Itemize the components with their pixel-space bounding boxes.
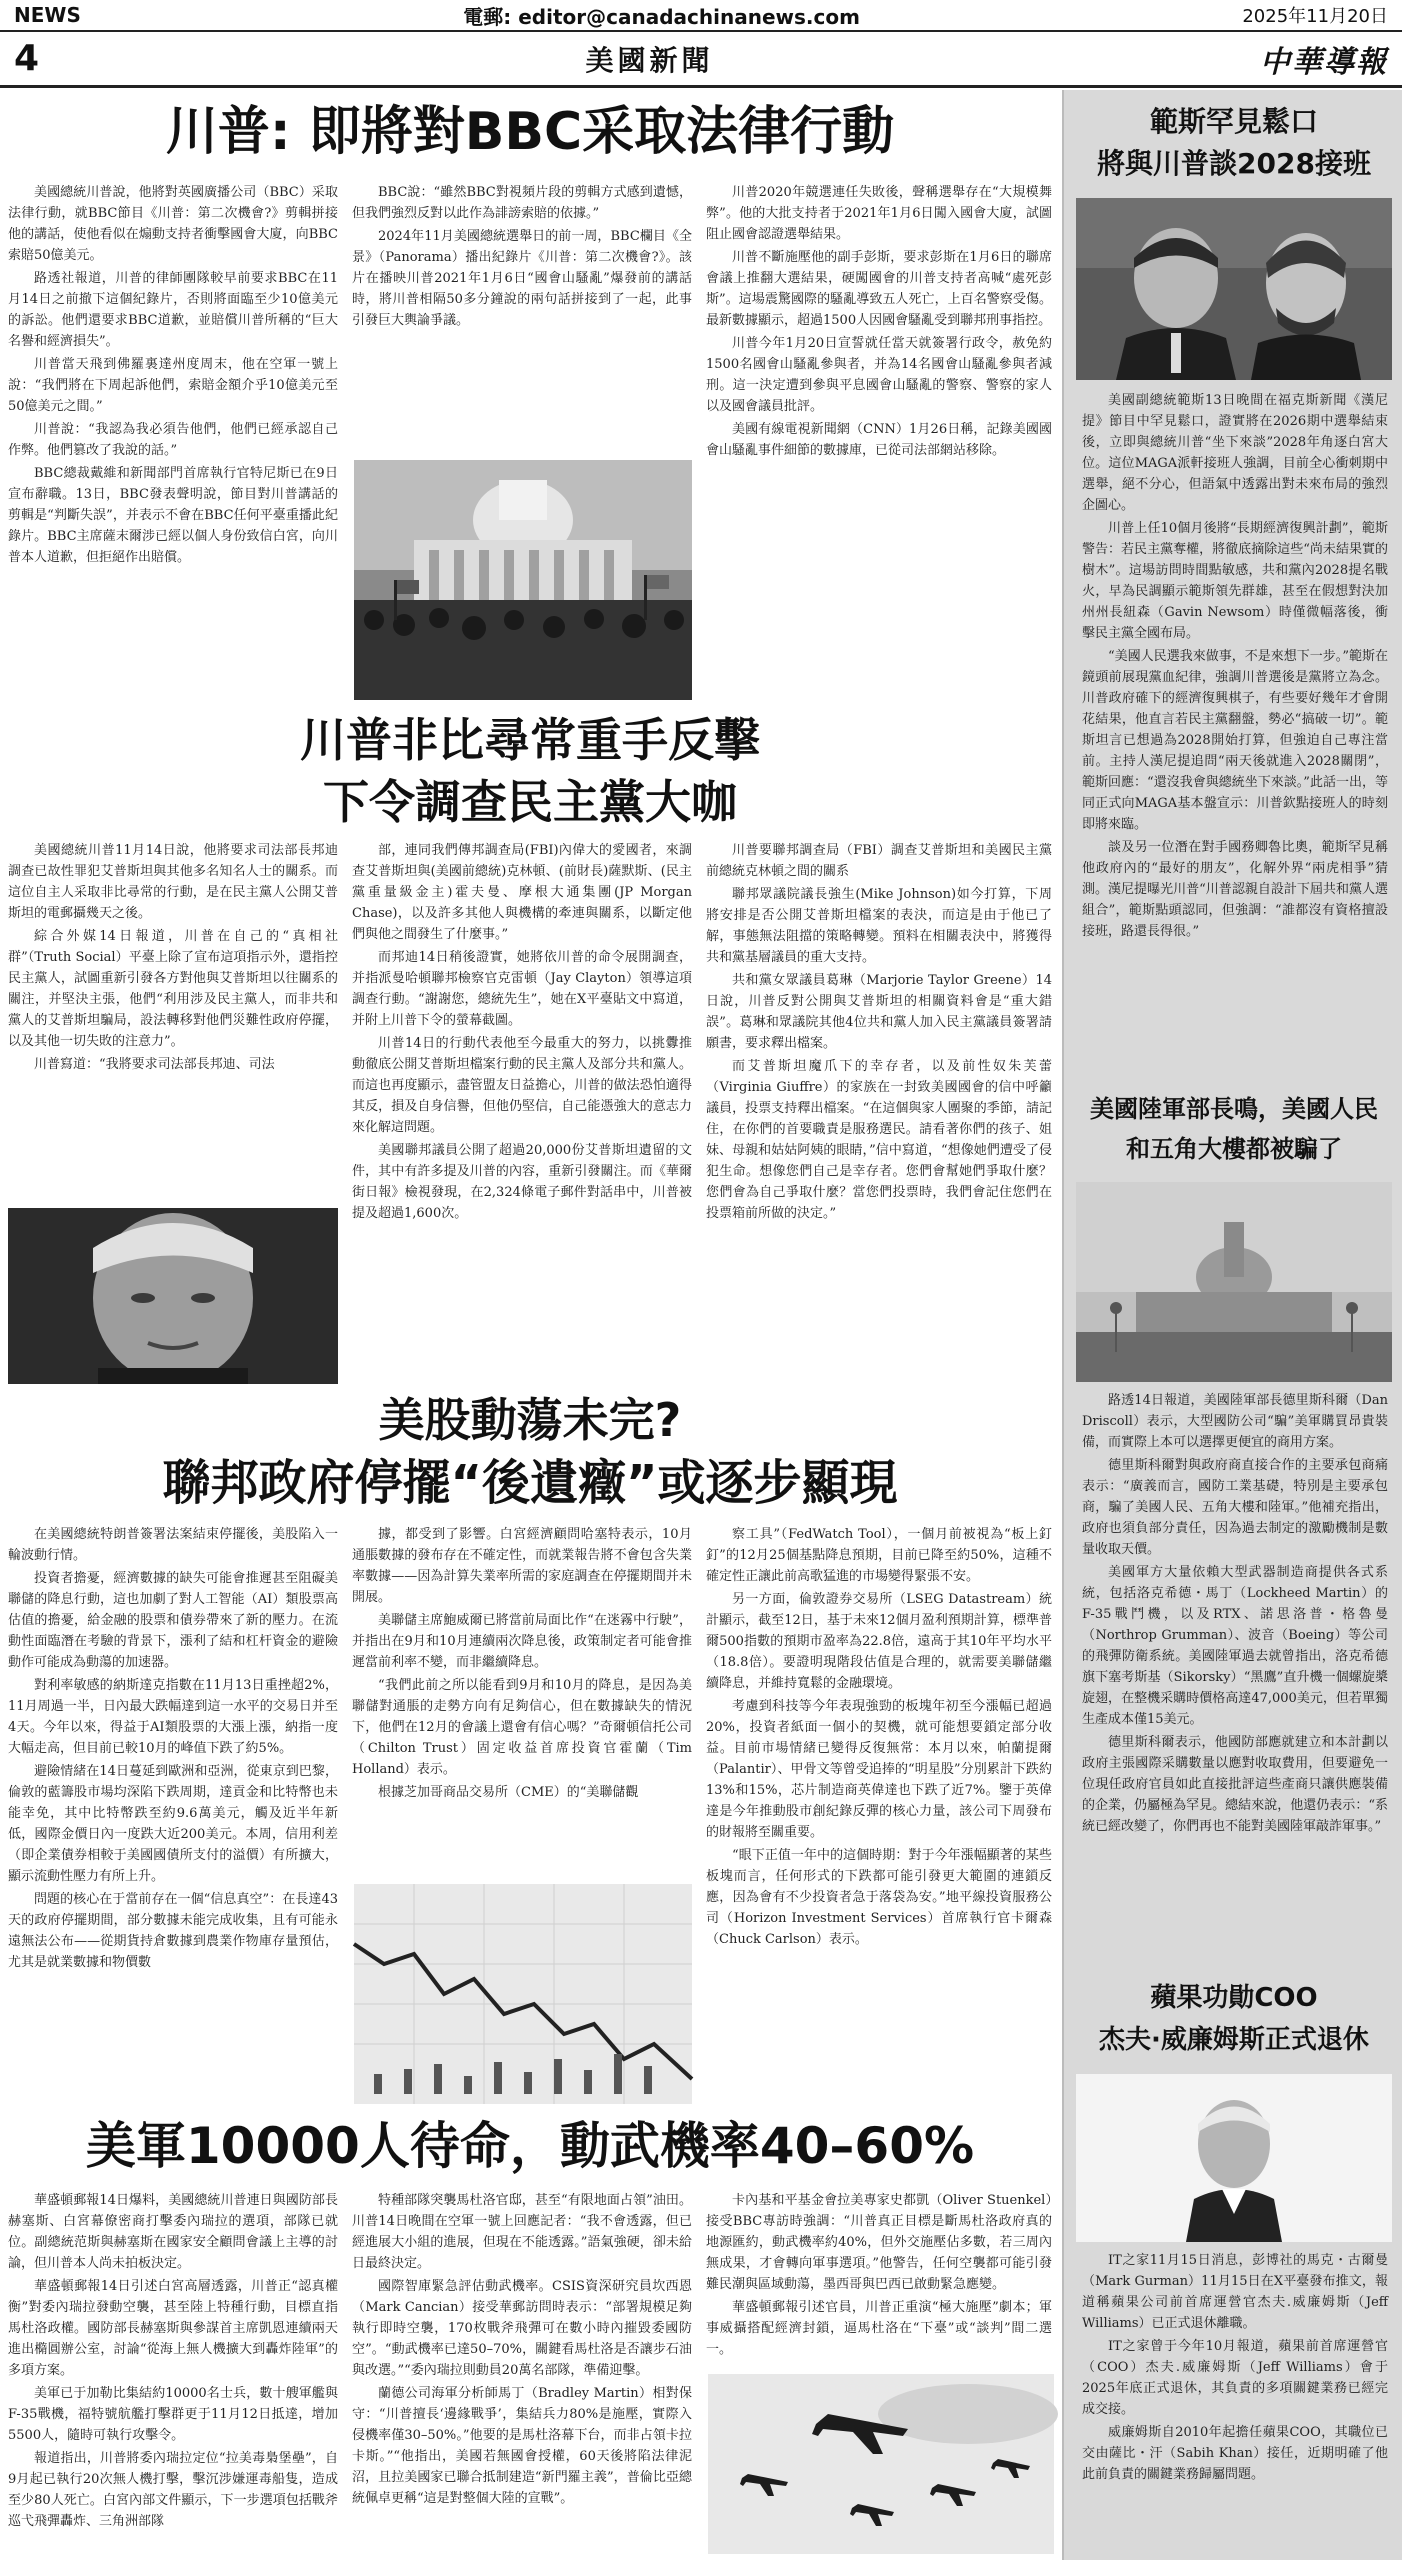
paragraph: 對利率敏感的納斯達克指數在11月13日重挫超2%，11月周過一半，日內最大跌幅達到這一水平的交易日并至4天。今年以來，得益于AI類股票的大漲上漲，納指一度大幅走高，但目前已較10月的峰值下跌了約5%。 <box>8 1678 338 1756</box>
paragraph: 據，都受到了影響。白宮經濟顧問哈塞特表示，10月通脹數據的發布存在不確定性，而就業報告將不會包含失業率數據——因為計算失業率所需的家庭調查在停擺期間并未開展。 <box>352 1527 692 1605</box>
capitol-riot-photo <box>354 460 692 700</box>
article2-title-line2: 下令調查民主黨大咖 <box>323 775 737 829</box>
paragraph: 綜合外媒14日報道，川普在自己的“真相社群”（Truth Social）平臺上除了宣布這項指示外，還指控民主黨人，試圖重新引發各方對他與艾普斯坦以往關系的關注，并堅決主張，他們“利用涉及民主黨人，而非共和黨人的艾普斯坦騙局，設法轉移對他們災難性政府停擺，以及其他一切失敗的注意力”。 <box>8 929 338 1049</box>
sidebar-story3-title-line2: 杰夫·威廉姆斯正式退休 <box>1099 2025 1369 2055</box>
paragraph: 華盛頓郵報14日爆料，美國總統川普連日與國防部長赫塞斯、白宮幕僚密商打擊委內瑞拉的選項，部隊已就位。副總統范斯與赫塞斯在國家安全顧問會議上主導的討論，但川普本人尚未拍板決定。 <box>8 2193 338 2271</box>
paragraph: 根據芝加哥商品交易所（CME）的“美聯儲觀 <box>378 1785 639 1800</box>
sidebar-story2-body <box>1082 1390 1388 2030</box>
article2-title-line1: 川普非比尋常重手反擊 <box>300 713 760 767</box>
paragraph: 川普寫道：“我將要求司法部長邦迪、司法 <box>34 1057 275 1072</box>
paragraph: 華盛頓郵報14日引述白宮高層透露，川普正“認真權衡”對委內瑞拉發動空襲，甚至陸上特種行動，目標直指馬杜洛政權。國防部長赫塞斯與參謀首主席凱恩連續兩天進出橢圓辦公室，討論“從海上無人機擴大到轟炸陸軍”的多項方案。 <box>8 2279 338 2378</box>
paragraph: 共和黨女眾議員葛琳（Marjorie Taylor Greene）14日說，川普反對公開與艾普斯坦的相關資料會是“重大錯誤”。葛琳和眾議院其他4位共和黨人加入民主黨議員簽署請願書，要求釋出檔案。 <box>706 973 1052 1051</box>
sidebar <box>1062 90 1402 2560</box>
page-number: 4 <box>14 38 40 79</box>
fighter-jets-photo <box>708 2374 1054 2554</box>
email-line: 電郵: editor@canadachinanews.com <box>463 4 860 29</box>
paragraph: 美軍已于加勒比集結約10000名士兵，數十艘軍艦與F-35戰機，福特號航艦打擊群更于11月12日抵達，增加5500人，隨時可執行攻擊令。 <box>8 2386 338 2443</box>
paragraph: 避險情緒在14日蔓延到歐洲和亞洲，從東京到巴黎，倫敦的藍籌股市場均深陷下跌周期，達貢金和比特幣也未能幸免，其中比特幣跌至約9.6萬美元，觸及近半年新低，國際金價日內一度跌大近200美元。本周，信用利差（即企業債券相較于美國國債所支付的溢價）有所擴大，顯示流動性壓力有所上升。 <box>8 1764 338 1884</box>
masthead-logo: 中華導報 <box>1259 44 1388 80</box>
paragraph: 2024年11月美國總統選舉日的前一周，BBC欄目《全景》（Panorama）播出紀錄片《川普：第二次機會?》。該片在播映川普2021年1月6日“國會山騷亂”爆發前的講話時，將川普相隔50多分鐘說的兩句話拼接到了一起，此事引發巨大輿論爭議。 <box>352 229 692 328</box>
paragraph: 美國聯邦議員公開了超過20,000份艾普斯坦遺留的文件，其中有許多提及川普的內容，重新引發關注。而《華爾街日報》檢視發現，在2,324條電子郵件對話串中，川普被提及超過1,600次。 <box>352 1143 692 1221</box>
paragraph: 威廉姆斯自2010年起擔任蘋果COO，其職位已交由薩比・汗（Sabih Khan）接任，近期明確了他此前負責的關鍵業務歸屬問題。 <box>1082 2425 1388 2482</box>
article3-title-line2: 聯邦政府停擺“後遺癥”或逐步顯現 <box>162 1455 898 1511</box>
trump-portrait-photo <box>8 1208 338 1384</box>
sidebar-story1-body <box>1082 390 1388 1130</box>
article4-col3 <box>706 2190 1052 2366</box>
page-header <box>0 32 1402 88</box>
section-title: 美國新聞 <box>585 43 714 77</box>
issue-date: 2025年11月20日 <box>1242 6 1388 27</box>
paragraph: 川普當天飛到佛羅裏達州度周末，他在空軍一號上說：“我們將在下周起訴他們，索賠金額介乎10億美元至50億美元之間。” <box>8 357 338 414</box>
article4-title: 美軍10000人待命，動武機率40–60% <box>85 2117 975 2175</box>
vance-photo <box>1076 198 1392 380</box>
paragraph: 問題的核心在于當前存在一個“信息真空”：在長達43天的政府停擺期間，部分數據未能完成收集，且有可能永遠無法公布——從期貨持倉數據到農業作物庫存量預估，尤其是就業數據和物價數 <box>8 1892 338 1970</box>
paragraph: 察工具”（FedWatch Tool），一個月前被視為“板上釘釘”的12月25個基點降息預期，目前已降至約50%，這種不確定性正讓此前高歌猛進的市場變得緊張不安。 <box>706 1527 1052 1584</box>
article1-title: 川普: 即將對BBC采取法律行動 <box>165 102 895 162</box>
paragraph: 而邦迪14日稍後證實，她將依川普的命令展開調查，并指派曼哈頓聯邦檢察官克雷頓（Jay Clayton）領導這項調查行動。“謝謝您，總統先生”，她在X平臺貼文中寫道，并附上川普下令的螢幕截圖。 <box>352 950 692 1028</box>
paragraph: 蘭德公司海軍分析師馬丁（Bradley Martin）相對保守：“川普擅長‘邊緣戰爭’，集結兵力80%是施壓，實際入侵機率僅30–50%。”他要的是馬杜洛幕下台，而非占領卡拉卡斯。”“他指出，美國若無國會授權，60天後將陷法律泥沼，且拉美國家已聯合抵制建造“新門羅主義”，普倫比亞總統佩卓更稱“這是對整個大陸的宣戰”。 <box>352 2386 692 2506</box>
article1-col2 <box>352 182 692 354</box>
paragraph: 部，連同我們傳邦調查局(FBI)內偉大的愛國者，來調查艾普斯坦與(美國前總統)克林頓、(前財長)薩默斯、(民主黨重量級金主)霍夫曼、摩根大通集團(JP Morgan Chase)，以及許多其他人與機構的牽連與關系，以斷定他們與他之間發生了什麼事。” <box>352 843 692 942</box>
article1-col3 <box>706 182 1052 702</box>
article2-col3 <box>706 840 1052 1380</box>
paragraph: 另一方面，倫敦證券交易所（LSEG Datastream）統計顯示，截至12日，基于未來12個月盈利預期計算，標準普爾500指數的預期市盈率為22.8倍，遠高于其10年平均水平（18.8倍）。要證明現階段估值是合理的，就需要美聯儲繼續降息，并維持寬鬆的金融環境。 <box>706 1592 1052 1691</box>
paragraph: 在美國總統特朗普簽署法案結束停擺後，美股陷入一輪波動行情。 <box>8 1527 338 1563</box>
paragraph: 美國總統川普11月14日說，他將要求司法部長邦迪調查已故性罪犯艾普斯坦與其他多名知名人士的關系。而這位自主人采取非比尋常的行動，是在民主黨人公開艾普斯坦的電郵攝幾天之後。 <box>8 843 338 921</box>
capitol-building-photo <box>1076 1182 1392 1382</box>
sidebar-story2-title-line1: 美國陸軍部長鳴，美國人民 <box>1090 1095 1378 1123</box>
paragraph: 美國軍方大量依賴大型武器制造商提供各式系統，包括洛克希德・馬丁（Lockheed Martin）的F-35戰鬥機，以及RTX、諾思洛普・格魯曼（Northrop Grumman）、波音（Boeing）等公司的飛彈防衛系統。美國陸軍過去就曾指出，洛克希德旗下塞考斯基（Sikorsky）“黑鷹”直升機一個螺旋槳旋翅，在整機采購時價格高達47,000美元，但若單獨生產成本僅15美元。 <box>1082 1565 1388 1727</box>
article1-col1 <box>8 182 338 702</box>
paragraph: 川普不斷施壓他的副手彭斯，要求彭斯在1月6日的聯席會議上推翻大選結果，硬闖國會的川普支持者高喊“處死彭斯”。這場震驚國際的騷亂導致五人死亡，上百名警察受傷。最新數據顯示，超過1500人因國會騷亂受到聯邦刑事指控。 <box>706 250 1052 328</box>
paragraph: 聯邦眾議院議長強生(Mike Johnson)如今打算，下周將安排是否公開艾普斯坦檔案的表決，而這是由于他已了解，事態無法阻擋的策略轉變。預料在相關表決中，將獲得共和黨基層議員的重大支持。 <box>706 887 1052 965</box>
paragraph: “我們此前之所以能看到9月和10月的降息，是因為美聯儲對通脹的走勢方向有足夠信心，但在數據缺失的情況下，他們在12月的會議上還會有信心嗎？”奇爾頓信托公司（Chilton Trust）固定收益首席投資官霍蘭（Tim Holland）表示。 <box>352 1678 692 1777</box>
paragraph: “美國人民選我來做事，不是來想下一步。”範斯在鏡頭前展現黨血紀律，強調川普選後是黨將立為念。川普政府確下的經濟復興棋子，有些要好幾年才會開花結果，他直言若民主黨翻盤，勢必“搞破一切”。範斯坦言已想過為2028開始打算，但強迫自己專注當前。主持人漢尼提追問“兩天後就進入2028關閉”，範斯回應：“還沒我會與總統坐下來談。”此話一出，等同正式向MAGA基本盤宣示：川普欽點接班人的時刻即將來臨。 <box>1082 649 1388 832</box>
article2-col1 <box>8 840 338 1180</box>
article3-col3 <box>706 1524 1052 2104</box>
sidebar-story3-title-line1: 蘋果功勛COO <box>1150 1983 1318 2013</box>
sidebar-story2-title-line2: 和五角大樓都被騙了 <box>1126 1135 1342 1163</box>
paragraph: 路透社報道，川普的律師團隊較早前要求BBC在11月14日之前撤下這個紀錄片，否則將面臨至少10億美元的訴訟。他們還要求BBC道歉，並賠償川普所稱的“巨大名譽和經濟損失”。 <box>8 271 338 349</box>
article3-col1 <box>8 1524 338 2104</box>
paragraph: 川普說：“我認為我必須告他們，他們已經承認自己作弊。他們篡改了我說的話。” <box>8 422 338 458</box>
paragraph: 特種部隊突襲馬杜洛官邸，甚至“有限地面占領”油田。川普14日晚間在空軍一號上回應記者：“我不會透露，但已經進展大小組的進展，但現在不能透露。”語氣強硬，卻未給日最終決定。 <box>352 2193 692 2271</box>
paragraph: 國際智庫緊急評估動武機率。CSIS資深研究員坎西恩（Mark Cancian）接受華郵訪問時表示：“部署規模足夠執行即時空襲，170枚戰斧飛彈可在數小時內摧毀委國防空”。“動武機率已達50–70%，關鍵看馬杜洛是否讓步石油與改選。”“委內瑞拉則動員20萬名部隊，準備迎擊。 <box>352 2279 692 2378</box>
paragraph: 而艾普斯坦魔爪下的幸存者，以及前性奴朱芙蕾（Virginia Giuffre）的家族在一封致美國國會的信中呼籲議員，投票支持釋出檔案。“在這個與家人團聚的季節，請記住，在你們的首要職責是服務選民。請看著你們的孩子、姐妹、母親和姑姑阿姨的眼睛，”信中寫道，“想像她們遭受了侵犯生命。想像您們自己是幸存者。您們會幫她們爭取什麼？您們會為自己爭取什麼？當您們投票時，我們會記住您們在投票箱前所做的決定。” <box>706 1059 1052 1221</box>
article4-col1 <box>8 2190 338 2554</box>
paragraph: 德里斯科爾表示，他國防部應就建立和本計劃以政府主張國際采購數量以應對收取費用，但要避免一位現任政府官員如此直接批評這些產商只讓供應裝備的企業，仍屬極為罕見。總結來說，他還仍表示：“系統已經改變了，你們再也不能對美國陸軍敲詐軍事。” <box>1082 1735 1388 1834</box>
paragraph: 川普14日的行動代表他至今最重大的努力，以挑釁推動徹底公開艾普斯坦檔案行動的民主黨人及部分共和黨人。而這也再度顯示，盡管盟友日益擔心，川普的做法恐怕適得其反，損及自身信譽，但他仍堅信，自己能憑強大的意志力來化解這問題。 <box>352 1036 692 1135</box>
paragraph: 美國副總統範斯13日晚間在福克斯新聞《漢尼提》節目中罕見鬆口，證實將在2026期中選舉結束後，立即與總統川普“坐下來談”2028年角逐白宮大位。這位MAGA派軒接班人強調，目前全心衝刺期中選舉，絕不分心，但語氣中透露出對未來布局的強烈企圖心。 <box>1082 393 1388 513</box>
article3-title-line1: 美股動蕩未完? <box>378 1393 682 1447</box>
article4-col2 <box>352 2190 692 2554</box>
paragraph: 川普上任10個月後將“長期經濟復興計劃”，範斯警告：若民主黨奪權，將徹底摘除這些“尚未結果實的樹木”。這場訪問時間點敏感，共和黨內2028提名戰火，早為民調顯示範斯領先群雄，甚至在假想對決加州州長紐森（Gavin Newsom）時僅微幅落後，衝擊民主黨全國布局。 <box>1082 521 1388 641</box>
top-bar <box>0 0 1402 32</box>
sidebar-story1-title-line2: 將與川普談2028接班 <box>1097 147 1371 180</box>
paragraph: IT之家11月15日消息，彭博社的馬克・古爾曼（Mark Gurman）11月15日在X平臺發布推文，報道稱蘋果公司前首席運營官杰夫.威廉姆斯（Jeff Williams）已正式退休離職。 <box>1082 2253 1388 2331</box>
paragraph: 考慮到科技等今年表現強勁的板塊年初至今漲幅已超過20%，投資者紙面一個小的契機，就可能想要鎖定部分收益。目前市場情緒已變得反復無常：本月以來，帕蘭提爾（Palantir）、甲骨文等曾受追捧的“明星股”分別累計下跌約13%和15%，芯片制造商英偉達也下跌了近7%。鑒于英偉達是今年推動股市創紀錄反彈的核心力量，該公司下周發布的財報將至關重要。 <box>706 1699 1052 1840</box>
news-label: NEWS <box>14 3 81 27</box>
paragraph: BBC說：“雖然BBC對視頻片段的剪輯方式感到遺憾，但我們強烈反對以此作為誹謗索賠的依據。” <box>352 185 692 221</box>
jeff-williams-photo <box>1076 2074 1392 2242</box>
sidebar-story1-title-line1: 範斯罕見鬆口 <box>1149 105 1318 138</box>
main-content <box>0 90 1060 2560</box>
paragraph: 談及另一位潛在對手國務卿魯比奧，範斯罕見稱他政府內的“最好的朋友”，化解外界“兩虎相爭”猜測。漢尼提曝光川普“川普認親自設計下屆共和黨人選組合”，範斯點頭認同，但強調：“誰都沒有資格擅設接班，路還長得很。” <box>1082 840 1388 939</box>
paragraph: 路透14日報道，美國陸軍部長德里斯科爾（Dan Driscoll）表示，大型國防公司“騙”美軍購買昂貴裝備，而實際上本可以選擇更便宜的商用方案。 <box>1082 1393 1388 1450</box>
paragraph: IT之家曾于今年10月報道，蘋果前首席運營官（COO）杰夫.威廉姆斯（Jeff Williams）會于2025年底正式退休，其負責的多項關鍵業務已經完成交接。 <box>1082 2339 1388 2417</box>
paragraph: 美聯儲主席鮑威爾已將當前局面比作“在迷霧中行駛”，并指出在9月和10月連續兩次降息後，政策制定者可能會推遲當前利率不變，而非繼續降息。 <box>352 1613 692 1670</box>
paragraph: 投資者擔憂，經濟數據的缺失可能會推遲甚至阻礙美聯儲的降息行動，這也加劇了對人工智能（AI）類股票高估值的擔憂，給金融的股票和債券帶來了新的壓力。在流動性面臨潛在考驗的背景下，漲利了結和杠杆資金的避險動作可能成為動蕩的加速器。 <box>8 1571 338 1670</box>
paragraph: 川普今年1月20日宣誓就任當天就簽署行政令，赦免約1500名國會山騷亂參與者，并為14名國會山騷亂參與者減刑。這一決定遭到參與平息國會山騷亂的警察、警察的家人以及國會議員批評。 <box>706 336 1052 414</box>
paragraph: BBC總裁戴維和新聞部門首席執行官特尼斯已在9日宣布辭職。13日，BBC發表聲明說，節目對川普講話的剪輯是“判斷失誤”，并表示不會在BBC任何平臺重播此紀錄片。BBC主席薩末爾涉已經以個人身份致信白宮，向川普本人道歉，但拒絕作出賠償。 <box>8 466 338 565</box>
paragraph: 川普2020年競選連任失敗後，聲稱選舉存在“大規模舞弊”。他的大批支持者于2021年1月6日闖入國會大廈，試圖阻止國會認證選舉結果。 <box>706 185 1052 242</box>
paragraph: 美國總統川普說，他將對英國廣播公司（BBC）采取法律行動，就BBC節目《川普：第二次機會?》剪輯拼接他的講話，使他看似在煽動支持者衝擊國會大廈，向BBC索賠50億美元。 <box>8 185 338 263</box>
paragraph: 報道指出，川普將委內瑞拉定位“拉美毒梟堡壘”，自9月起已執行20次無人機打擊，擊沉涉嫌運毒船隻，造成至少80人死亡。白宮內部文件顯示，下一步選項包括戰斧巡弋飛彈轟炸、三角洲部隊 <box>8 2451 338 2529</box>
paragraph: 華盛頓郵報引述官員，川普正重演“極大施壓”劇本；軍事威攝搭配經濟封鎖，逼馬杜洛在“下臺”或“談判”間二選一。 <box>706 2300 1052 2357</box>
paragraph: “眼下正值一年中的這個時期：對于今年漲幅顯著的某些板塊而言，任何形式的下跌都可能引發更大範圍的連鎖反應，因為會有不少投資者急于落袋為安。”地平線投資服務公司（Horizon Investment Services）首席執行官卡爾森（Chuck Carlson）表示。 <box>706 1848 1052 1947</box>
article2-col2 <box>352 840 692 1380</box>
sidebar-story3-body <box>1082 2250 1388 2550</box>
paragraph: 卡內基和平基金會拉美專家史都凱（Oliver Stuenkel）接受BBC專訪時強調：“川普真正目標是斷馬杜洛政府真的地源匯約，動武機率約40%，但外交施壓佔多數，若三周內無成果，才會轉向軍事選項。”他警告，任何空襲都可能引發難民潮與區域動蕩，墨西哥與巴西已啟動緊急應變。 <box>706 2193 1052 2292</box>
article3-col2 <box>352 1524 692 1800</box>
paragraph: 川普要聯邦調查局（FBI）調查艾普斯坦和美國民主黨前總統克林頓之間的關系 <box>706 843 1052 879</box>
paragraph: 美國有線電視新聞網（CNN）1月26日稱，記錄美國國會山騷亂事件細節的數據庫，已從司法部網站移除。 <box>706 422 1052 458</box>
paragraph: 德里斯科爾對與政府商直接合作的主要承包商痛表示：“廣義而言，國防工業基礎，特別是主要承包商，騙了美國人民、五角大樓和陸軍。”他補充指出，政府也須負部分責任，因為過去制定的激勵機制是數量收取天價。 <box>1082 1458 1388 1557</box>
stock-chart-photo <box>354 1884 692 2104</box>
